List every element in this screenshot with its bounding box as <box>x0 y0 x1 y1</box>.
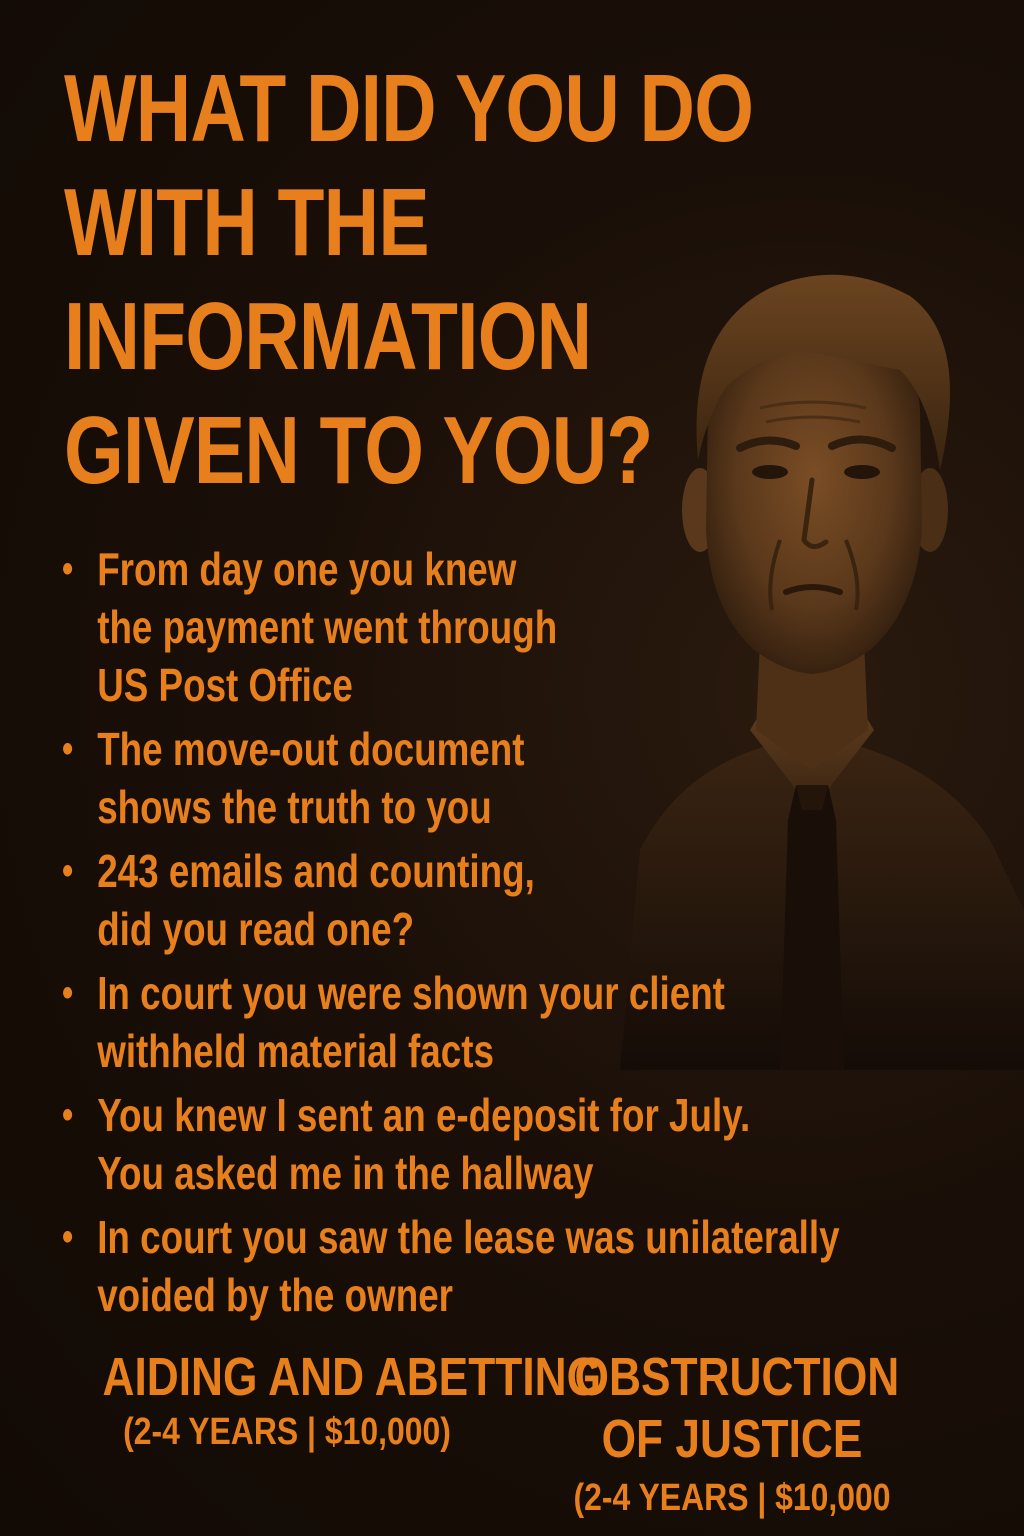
headline-line: WHAT DID YOU DO <box>64 55 754 162</box>
bullet-line: the payment went through <box>97 601 558 653</box>
bullet-marker: • <box>62 1215 74 1259</box>
charge-aiding-abetting <box>62 1346 602 1456</box>
charge-title-line: OBSTRUCTION <box>574 1347 900 1407</box>
charge-penalty: (2-4 YEARS | $10,000 <box>573 1477 891 1519</box>
list-item <box>62 1086 840 1202</box>
charge-title <box>574 1346 900 1470</box>
bullet-line: US Post Office <box>97 659 353 711</box>
bullet-marker: • <box>62 547 74 591</box>
list-item <box>62 1208 840 1324</box>
bullet-marker: • <box>62 971 74 1015</box>
bullet-marker: • <box>62 1093 74 1137</box>
charge-title <box>102 1346 602 1408</box>
headline-line: WITH THE <box>64 169 429 276</box>
bullet-line: shows the truth to you <box>97 781 492 833</box>
bullet-line: In court you saw the lease was unilaterally <box>97 1211 840 1263</box>
list-item <box>62 964 840 1080</box>
list-item <box>62 720 840 836</box>
list-item <box>62 540 840 714</box>
bullet-line: withheld material facts <box>97 1025 494 1077</box>
charge-penalty: (2-4 YEARS | $10,000) <box>123 1411 451 1453</box>
bullet-line: You asked me in the hallway <box>97 1147 594 1199</box>
bullet-list <box>62 540 840 1330</box>
charge-title-line: OF JUSTICE <box>601 1409 863 1469</box>
headline-line: INFORMATION <box>64 283 592 390</box>
bullet-line: The move-out document <box>97 723 525 775</box>
bullet-line: From day one you knew <box>97 543 517 595</box>
charge-title-line: AIDING AND ABETTING <box>102 1347 602 1407</box>
bullet-marker: • <box>62 849 74 893</box>
headline <box>64 52 753 508</box>
bullet-line: You knew I sent an e-deposit for July. <box>97 1089 751 1141</box>
list-item <box>62 842 840 958</box>
bullet-line: did you read one? <box>97 903 415 955</box>
bullet-line: In court you were shown your client <box>97 967 725 1019</box>
charge-obstruction-of-justice <box>540 1346 924 1522</box>
headline-line: GIVEN TO YOU? <box>64 397 653 504</box>
bullet-marker: • <box>62 727 74 771</box>
bullet-line: 243 emails and counting, <box>97 845 535 897</box>
bullet-line: voided by the owner <box>97 1269 453 1321</box>
